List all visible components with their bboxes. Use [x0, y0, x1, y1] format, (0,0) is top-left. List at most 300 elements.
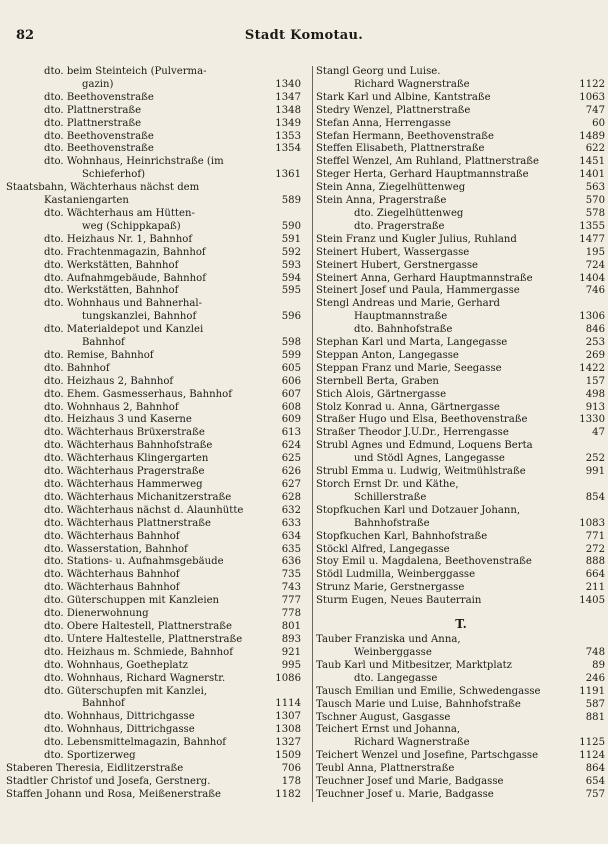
house-number: 748	[585, 646, 605, 658]
house-number: 735	[281, 569, 301, 581]
entry-line: Stengl Andreas und Marie, Gerhard	[316, 298, 500, 310]
house-number: 743	[281, 582, 301, 594]
entry-text	[6, 350, 272, 363]
directory-entry	[6, 582, 302, 595]
entry-text	[6, 389, 272, 402]
entry-line: Richard Wagnerstraße	[354, 737, 470, 749]
entry-text	[316, 402, 576, 415]
entry-line: dto. Wasserstation, Bahnhof	[44, 543, 188, 555]
entry-line: Stein Anna, Ziegelhüttenweg	[316, 182, 466, 194]
directory-entry	[6, 208, 302, 234]
house-number: 613	[281, 427, 301, 439]
entry-line: dto. Untere Haltestelle, Plattnerstraße	[44, 633, 243, 645]
directory-entry	[316, 724, 606, 750]
entry-line: Stangl Georg und Luise.	[316, 66, 441, 77]
entry-line: gazin)	[82, 78, 114, 90]
entry-text	[6, 260, 272, 273]
entry-text	[316, 118, 576, 131]
directory-entry	[6, 660, 302, 673]
entry-text	[316, 131, 576, 144]
directory-entry	[6, 608, 302, 621]
house-number: 627	[281, 479, 301, 490]
entry-text	[6, 531, 272, 544]
entry-text	[316, 686, 576, 699]
entry-line: Strunz Marie, Gerstnergasse	[316, 582, 465, 594]
directory-entry	[6, 440, 302, 453]
entry-line: Steffen Elisabeth, Plattnerstraße	[316, 143, 485, 155]
entry-text	[316, 143, 576, 156]
entry-text	[6, 660, 272, 673]
directory-entry	[6, 453, 302, 466]
entry-text	[316, 763, 576, 776]
entry-text	[6, 595, 272, 608]
directory-entry	[316, 337, 606, 350]
house-number: 777	[281, 595, 301, 607]
directory-entry	[316, 544, 606, 557]
house-number: 746	[585, 285, 605, 297]
house-number: 664	[585, 569, 605, 581]
directory-entry	[316, 66, 606, 92]
entry-line: dto. Güterschupfen mit Kanzlei,	[44, 685, 208, 697]
entry-line: Strubl Emma u. Ludwig, Weitmühlstraße	[316, 466, 526, 478]
entry-text	[316, 479, 576, 505]
directory-entry	[316, 699, 606, 712]
entry-line: dto. Lebensmittelmagazin, Bahnhof	[44, 737, 227, 749]
directory-entry	[6, 350, 302, 363]
directory-entry	[316, 634, 606, 660]
house-number: 1327	[275, 737, 301, 749]
entry-text	[316, 414, 576, 427]
entry-line: Schillerstraße	[354, 491, 427, 503]
entry-line: Tschner August, Gasgasse	[316, 711, 451, 723]
house-number: 570	[585, 195, 605, 207]
entry-text	[316, 699, 576, 712]
entry-line: Kastaniengarten	[44, 195, 129, 207]
directory-entry	[316, 712, 606, 725]
directory-entry	[6, 118, 302, 131]
directory-entry	[316, 414, 606, 427]
entry-line: dto. Plattnerstraße	[44, 117, 142, 129]
house-number: 594	[281, 272, 301, 284]
directory-entry	[6, 711, 302, 724]
directory-entry	[316, 440, 606, 466]
house-number: 253	[585, 337, 605, 349]
entry-line: tungskanzlei, Bahnhof	[82, 311, 197, 323]
entry-line: Staatsbahn, Wächterhaus nächst dem	[6, 182, 200, 194]
directory-entry	[6, 621, 302, 634]
directory-entry	[6, 182, 302, 208]
entry-line: dto. beim Steinteich (Pulverma-	[44, 66, 207, 77]
house-number: 1353	[275, 130, 301, 142]
directory-entry	[316, 789, 606, 802]
house-number: 591	[281, 233, 301, 245]
directory-entry	[6, 143, 302, 156]
directory-entry	[6, 414, 302, 427]
entry-line: Stopfkuchen Karl und Dotzauer Johann,	[316, 504, 521, 516]
entry-line: Stöckl Alfred, Langegasse	[316, 543, 450, 555]
house-number: 1451	[579, 156, 605, 168]
house-number: 706	[281, 762, 301, 774]
directory-entry	[6, 750, 302, 763]
directory-entry	[316, 182, 606, 195]
entry-line: dto. Remise, Bahnhof	[44, 349, 154, 361]
entry-text	[6, 92, 272, 105]
directory-entry	[6, 595, 302, 608]
directory-entry	[6, 298, 302, 324]
entry-text	[316, 105, 576, 118]
directory-entry	[6, 518, 302, 531]
entry-text	[316, 260, 576, 273]
entry-line: dto. Wächterhaus Plattnerstraße	[44, 517, 212, 529]
house-number: 587	[585, 698, 605, 710]
entry-text	[6, 711, 272, 724]
directory-entry	[316, 660, 606, 673]
house-number: 589	[281, 195, 301, 207]
entry-text	[316, 324, 576, 337]
entry-line: Stefan Anna, Herrengasse	[316, 117, 451, 129]
entry-line: dto. Pragerstraße	[354, 220, 445, 232]
entry-text	[316, 660, 576, 673]
entry-line: Steppan Anton, Langegasse	[316, 349, 459, 361]
directory-entry	[316, 285, 606, 298]
entry-text	[6, 518, 272, 531]
house-number: 592	[281, 246, 301, 258]
entry-line: Stolz Konrad u. Anna, Gärtnergasse	[316, 401, 500, 413]
house-number: 632	[281, 504, 301, 516]
directory-entry	[6, 363, 302, 376]
right-column	[312, 66, 606, 802]
entry-line: dto. Materialdepot und Kanzlei	[44, 324, 204, 336]
house-number: 626	[281, 466, 301, 478]
directory-entry	[316, 247, 606, 260]
directory-entry	[316, 376, 606, 389]
directory-entry	[6, 569, 302, 582]
entry-line: dto. Stations- u. Aufnahmsgebäude	[44, 556, 224, 568]
directory-entry	[316, 118, 606, 131]
directory-entry	[6, 789, 302, 802]
house-number: 635	[281, 543, 301, 555]
entry-line: dto. Wächterhaus Bahnhofstraße	[44, 440, 213, 452]
entry-text	[6, 750, 272, 763]
house-number: 1122	[579, 78, 605, 90]
entry-line: dto. Plattnerstraße	[44, 104, 142, 116]
house-number: 801	[281, 620, 301, 632]
entry-text	[316, 750, 576, 763]
entry-text	[6, 544, 272, 557]
house-number: 1083	[579, 517, 605, 529]
house-number: 1348	[275, 104, 301, 116]
house-number: 606	[281, 375, 301, 387]
entry-text	[6, 492, 272, 505]
directory-entry	[316, 92, 606, 105]
house-number: 888	[585, 556, 605, 568]
house-number: 628	[281, 491, 301, 503]
entry-text	[316, 505, 576, 531]
house-number: 1477	[579, 233, 605, 245]
house-number: 757	[585, 788, 605, 800]
house-number: 1405	[579, 595, 605, 607]
directory-entry	[6, 479, 302, 492]
page-title: Stadt Komotau.	[244, 28, 364, 43]
directory-entry	[6, 505, 302, 518]
entry-line: Teichert Wenzel und Josefine, Partschgasse	[316, 750, 539, 762]
page-header	[16, 28, 592, 48]
entry-line: dto. Frachtenmagazin, Bahnhof	[44, 246, 206, 258]
entry-line: dto. Heizhaus m. Schmiede, Bahnhof	[44, 646, 233, 658]
house-number: 846	[585, 324, 605, 336]
house-number: 991	[585, 466, 605, 478]
house-number: 178	[281, 775, 301, 787]
house-number: 1401	[579, 169, 605, 181]
entry-line: Teuchner Josef u. Marie, Badgasse	[316, 788, 494, 800]
entry-text	[316, 569, 576, 582]
entry-line: Bahnhofstraße	[354, 517, 430, 529]
entry-text	[316, 350, 576, 363]
house-number: 724	[585, 259, 605, 271]
left-column	[6, 66, 302, 802]
directory-entry	[6, 492, 302, 505]
entry-text	[6, 363, 272, 376]
entry-line: dto. Obere Haltestell, Plattnerstraße	[44, 620, 232, 632]
entry-line: dto. Wächterhaus Bahnhof	[44, 582, 180, 594]
directory-entry	[6, 105, 302, 118]
directory-entry	[6, 686, 302, 712]
entry-line: Steger Herta, Gerhard Hauptmannstraße	[316, 169, 529, 181]
entry-text	[316, 363, 576, 376]
entry-text	[316, 156, 576, 169]
directory-entry	[316, 505, 606, 531]
directory-entry	[316, 750, 606, 763]
entry-text	[316, 531, 576, 544]
house-number: 605	[281, 362, 301, 374]
entry-text	[6, 776, 272, 789]
entry-line: dto. Sportizerweg	[44, 750, 136, 762]
t-entries	[316, 634, 606, 802]
house-number: 595	[281, 285, 301, 297]
directory-entry	[6, 737, 302, 750]
entry-line: dto. Dienerwohnung	[44, 608, 149, 620]
entry-text	[6, 686, 272, 712]
entry-line: Teuchner Josef und Marie, Badgasse	[316, 776, 504, 788]
entry-text	[316, 544, 576, 557]
house-number: 1114	[275, 698, 301, 710]
entry-line: Steinert Anna, Gerhard Hauptmannstraße	[316, 272, 533, 284]
entry-line: Steinert Josef und Paula, Hammergasse	[316, 285, 520, 297]
house-number: 913	[585, 401, 605, 413]
entry-text	[6, 466, 272, 479]
directory-entry	[316, 763, 606, 776]
entry-line: dto. Ehem. Gasmesserhaus, Bahnhof	[44, 388, 232, 400]
house-number: 881	[585, 711, 605, 723]
directory-entry	[316, 273, 606, 286]
entry-text	[6, 247, 272, 260]
entry-line: dto. Beethovenstraße	[44, 91, 154, 103]
directory-entry	[6, 92, 302, 105]
directory-entry	[316, 466, 606, 479]
house-number: 1306	[579, 311, 605, 323]
directory-entry	[6, 260, 302, 273]
house-number: 771	[585, 530, 605, 542]
entry-text	[316, 208, 576, 221]
entry-text	[6, 569, 272, 582]
directory-entry	[316, 221, 606, 234]
entry-text	[316, 427, 576, 440]
directory-entry	[6, 466, 302, 479]
entry-line: Tauber Franziska und Anna,	[316, 634, 461, 646]
entry-text	[316, 556, 576, 569]
directory-entry	[316, 673, 606, 686]
entry-line: Stadtler Christof und Josefa, Gerstnerg.	[6, 775, 211, 787]
directory-entry	[6, 673, 302, 686]
entry-line: Storch Ernst Dr. und Käthe,	[316, 479, 459, 490]
entry-line: dto. Wächterhaus Bahnhof	[44, 530, 180, 542]
house-number: 60	[592, 117, 605, 129]
entry-line: dto. Wohnhaus, Dittrichgasse	[44, 724, 195, 736]
house-number: 634	[281, 530, 301, 542]
entry-text	[316, 182, 576, 195]
entry-line: Straßer Theodor J.U.Dr., Herrengasse	[316, 427, 509, 439]
entry-line: Teichert Ernst und Johanna,	[316, 724, 461, 736]
directory-entry	[316, 389, 606, 402]
entry-text	[316, 789, 576, 802]
house-number: 246	[585, 672, 605, 684]
entry-line: dto. Wächterhaus nächst d. Alaunhütte	[44, 504, 244, 516]
directory-entry	[6, 634, 302, 647]
directory-entry	[6, 724, 302, 737]
entry-line: dto. Heizhaus 3 und Kaserne	[44, 414, 192, 426]
directory-entry	[316, 479, 606, 505]
entry-line: dto. Aufnahmgebäude, Bahnhof	[44, 272, 206, 284]
page-number: 82	[16, 28, 35, 43]
entry-line: dto. Wächterhaus Brüxerstraße	[44, 427, 205, 439]
entry-text	[316, 285, 576, 298]
house-number: 1125	[579, 737, 605, 749]
directory-entry	[316, 350, 606, 363]
house-number: 654	[585, 776, 605, 788]
entry-text	[6, 556, 272, 569]
directory-entry	[316, 402, 606, 415]
directory-entry	[6, 234, 302, 247]
directory-entry	[316, 260, 606, 273]
entry-line: Richard Wagnerstraße	[354, 78, 470, 90]
house-number: 593	[281, 259, 301, 271]
directory-entry	[6, 247, 302, 260]
entry-line: dto. Werkstätten, Bahnhof	[44, 259, 179, 271]
entry-line: dto. Wohnhaus, Heinrichstraße (im	[44, 156, 224, 168]
entry-text	[6, 582, 272, 595]
entry-line: Stich Alois, Gärtnergasse	[316, 388, 447, 400]
entry-line: Schieferhof)	[82, 169, 146, 181]
directory-entry	[316, 105, 606, 118]
entry-text	[6, 208, 272, 234]
entry-line: dto. Wohnhaus, Goetheplatz	[44, 659, 188, 671]
house-number: 747	[585, 104, 605, 116]
entry-line: Hauptmannstraße	[354, 311, 448, 323]
house-number: 157	[585, 375, 605, 387]
house-number: 864	[585, 763, 605, 775]
entry-text	[6, 427, 272, 440]
directory-entry	[6, 776, 302, 789]
entry-text	[6, 634, 272, 647]
directory-entry	[316, 582, 606, 595]
house-number: 778	[281, 608, 301, 620]
entry-line: Weinberggasse	[354, 646, 432, 658]
entry-text	[316, 389, 576, 402]
house-number: 498	[585, 388, 605, 400]
directory-entry	[6, 324, 302, 350]
entry-line: dto. Heizhaus 2, Bahnhof	[44, 375, 174, 387]
entry-line: Bahnhof	[82, 337, 125, 349]
house-number: 1340	[275, 78, 301, 90]
entry-line: Stephan Karl und Marta, Langegasse	[316, 337, 508, 349]
entry-line: Bahnhof	[82, 698, 125, 710]
directory-entry	[316, 169, 606, 182]
entry-line: Taub Karl und Mitbesitzer, Marktplatz	[316, 659, 513, 671]
directory-entry	[316, 363, 606, 376]
house-number: 1422	[579, 362, 605, 374]
entry-text	[6, 285, 272, 298]
entry-line: Steffel Wenzel, Am Ruhland, Plattnerstraße	[316, 156, 540, 168]
house-number: 563	[585, 182, 605, 194]
entry-text	[6, 118, 272, 131]
section-letter: T.	[455, 617, 467, 632]
entry-line: dto. Wächterhaus Klingergarten	[44, 453, 209, 465]
entry-text	[6, 621, 272, 634]
house-number: 1308	[275, 724, 301, 736]
directory-entry	[316, 427, 606, 440]
entry-line: dto. Wächterhaus Michanitzerstraße	[44, 491, 232, 503]
entry-text	[316, 298, 576, 324]
house-number: 633	[281, 517, 301, 529]
entry-text	[6, 273, 272, 286]
entry-text	[316, 440, 576, 466]
entry-text	[316, 634, 576, 660]
entry-text	[6, 131, 272, 144]
directory-entry	[316, 776, 606, 789]
entry-line: dto. Güterschuppen mit Kanzleien	[44, 595, 220, 607]
entry-text	[6, 505, 272, 518]
house-number: 995	[281, 659, 301, 671]
directory-entry	[6, 763, 302, 776]
entry-line: dto. Wächterhaus am Hütten-	[44, 207, 195, 219]
entry-text	[316, 273, 576, 286]
entry-text	[316, 673, 576, 686]
entry-text	[6, 647, 272, 660]
house-number: 1307	[275, 711, 301, 723]
house-number: 596	[281, 311, 301, 323]
directory-entry	[6, 156, 302, 182]
entry-line: weg (Schippkapaß)	[82, 220, 181, 232]
entry-line: Stödl Ludmilla, Weinberggasse	[316, 569, 476, 581]
entry-text	[316, 195, 576, 208]
house-number: 252	[585, 453, 605, 465]
entry-text	[6, 763, 272, 776]
directory-entry	[6, 531, 302, 544]
entry-line: dto. Werkstätten, Bahnhof	[44, 285, 179, 297]
entry-line: dto. Wohnhaus, Richard Wagnerstr.	[44, 672, 226, 684]
directory-entry	[316, 143, 606, 156]
directory-entry	[6, 544, 302, 557]
entry-line: Sternbell Berta, Graben	[316, 375, 439, 387]
entry-text	[316, 221, 576, 234]
directory-entry	[316, 298, 606, 324]
directory-entry	[316, 556, 606, 569]
directory-entry	[316, 131, 606, 144]
entry-line: Staberen Theresia, Eidlitzerstraße	[6, 762, 184, 774]
directory-entry	[316, 531, 606, 544]
house-number: 47	[592, 427, 605, 439]
house-number: 599	[281, 349, 301, 361]
